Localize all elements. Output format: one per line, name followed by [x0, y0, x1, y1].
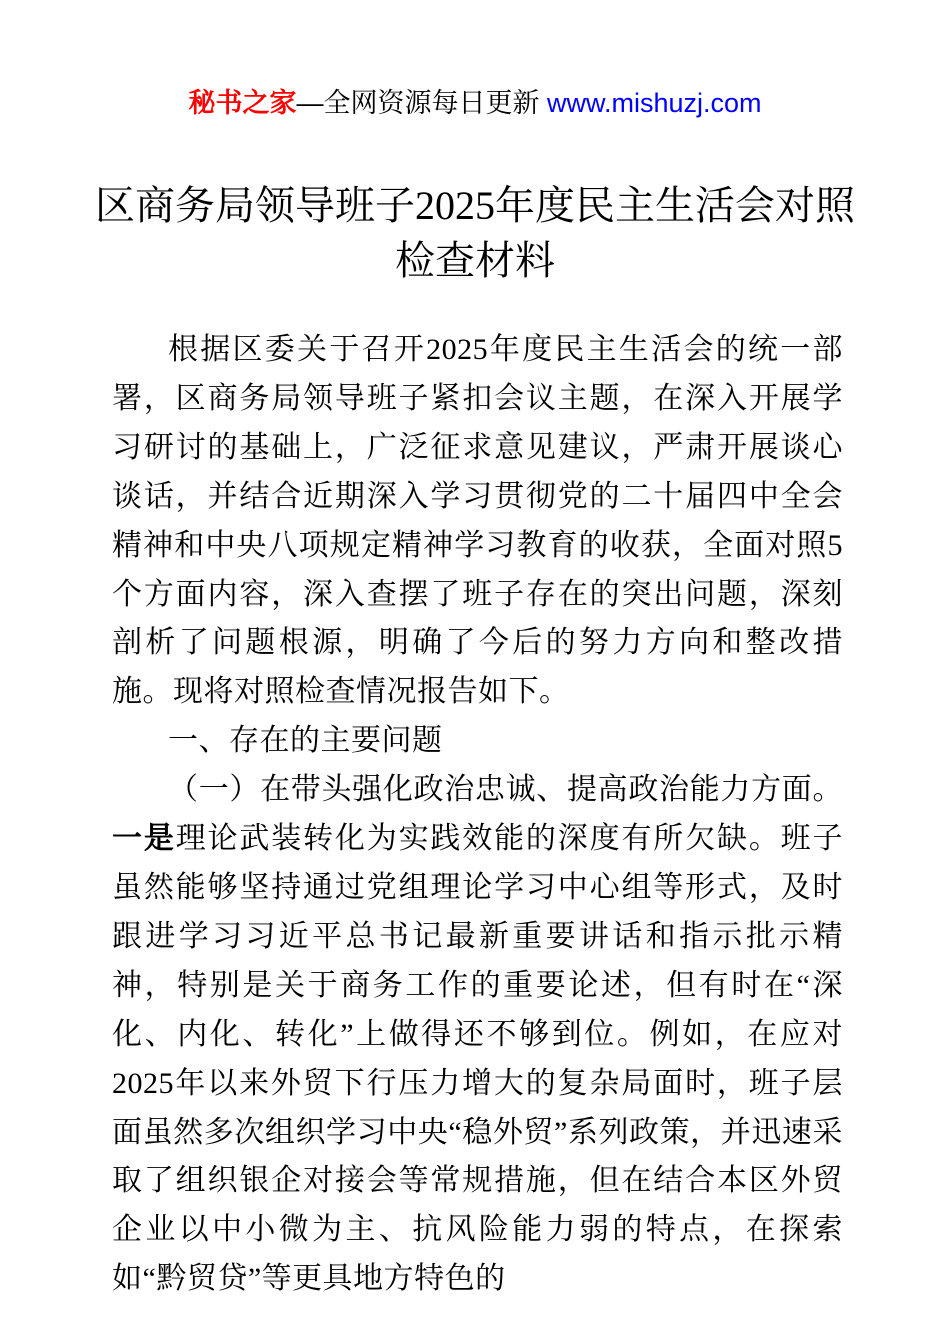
text-run: 一、存在的主要问题: [168, 724, 443, 758]
document-body: [112, 326, 843, 1304]
text-run: 根据区委关于召开2025年度民主生活会的统一部署，区商务局领导班子紧扣会议主题，在深入开展学习研讨的基础上，广泛征求意见建议，严肃开展谈心谈话，并结合近期深入学习贯彻党的二十届四中全会精神和中央八项规定精神学习教育的收获，全面对照5个方面内容，深入查摆了班子存在的突出问题，深刻剖析了问题根源，明确了今后的努力方向和整改措施。现将对照检查情况报告如下。: [112, 333, 843, 709]
bold-text-run: 一是: [112, 822, 176, 856]
paragraph: [112, 766, 843, 1304]
document-title: 区商务局领导班子2025年度民主生活会对照检查材料: [95, 183, 855, 283]
paragraph: [112, 326, 843, 717]
site-url[interactable]: www.mishuzj.com: [546, 88, 762, 118]
site-header: [0, 86, 950, 120]
section-heading: [112, 717, 843, 766]
site-brand: 秘书之家: [188, 88, 297, 118]
text-run: 理论武装转化为实践效能的深度有所欠缺。班子虽然能够坚持通过党组理论学习中心组等形式，及时跟进学习习近平总书记最新重要讲话和指示批示精神，特别是关于商务工作的重要论述，但有时在“深化、内化、转化”上做得还不够到位。例如，在应对2025年以来外贸下行压力增大的复杂局面时，班子层面虽然多次组织学习中央“稳外贸”系列政策，并迅速采取了组织银企对接会等常规措施，但在结合本区外贸企业以中小微为主、抗风险能力弱的特点，在探索如“黔贸贷”等更具地方特色的: [112, 822, 844, 1296]
site-tagline: —全网资源每日更新: [296, 88, 547, 118]
text-run: （一）在带头强化政治忠诚、提高政治能力方面。: [168, 773, 843, 807]
